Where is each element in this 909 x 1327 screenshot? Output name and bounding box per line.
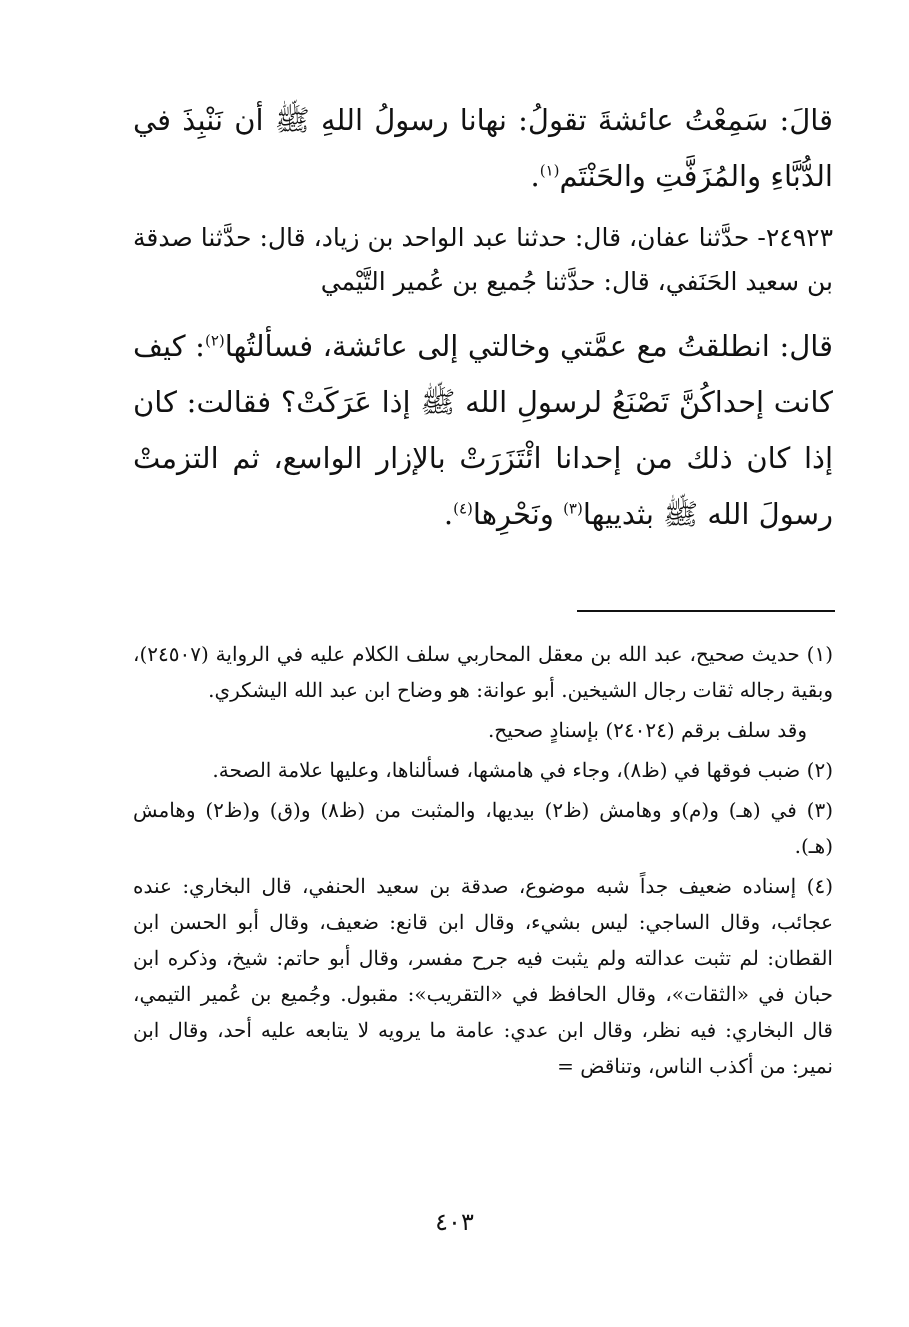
paragraph-3-part-a: قال: انطلقتُ مع عمَّتي وخالتي إلى عائشة، فسألتُها	[224, 329, 833, 363]
footnote-ref-1: (١)	[539, 161, 560, 180]
footnote-4: (٤) إسناده ضعيف جداً شبه موضوع، صدقة بن سعيد الحنفي، قال البخاري: عنده عجائب، وقال الساجي: ليس بشيء، وقال ابن قانع: ضعيف، وقال أبو الحسن ابن القطان: لم تثبت عدالته ولم يثبت فيه جرح مفسر، وقال أبو حاتم: شيخ، وذكره ابن حبان في «الثقات»، وقال الحافظ في «التقريب»: مقبول. وجُميع بن عُمير التيمي، قال البخاري: فيه نظر، وقال ابن عدي: عامة ما يرويه لا يتابعه عليه أحد، وقال ابن نمير: من أكذب الناس، وتناقض =	[133, 874, 833, 1078]
footnotes	[133, 636, 833, 1088]
footnote-1: (١) حديث صحيح، عبد الله بن معقل المحاربي سلف الكلام عليه في الرواية (٢٤٥٠٧)، وبقية رجاله ثقات رجال الشيخين. أبو عوانة: هو وضاح ابن عبد الله اليشكري.	[133, 642, 833, 702]
footnote-divider	[577, 610, 835, 612]
hadith-isnad: ٢٤٩٢٣- حدَّثنا عفان، قال: حدثنا عبد الواحد بن زياد، قال: حدَّثنا صدقة بن سعيد الحَنَفي، قال: حدَّثنا جُميع بن عُمير التَّيْمي	[133, 223, 833, 296]
footnote-ref-2: (٢)	[204, 331, 225, 350]
footnote-2: (٢) ضبب فوقها في (ظ٨)، وجاء في هامشها، فسألناها، وعليها علامة الصحة.	[212, 758, 833, 782]
footnote-ref-3: (٣)	[563, 499, 583, 518]
paragraph-1-text: قالَ: سَمِعْتُ عائشةَ تقولُ: نهانا رسولُ اللهِ ﷺ أن نَنْبِذَ في الدُّبَّاءِ والمُزَفَّتِ والحَنْتَم	[133, 103, 833, 193]
footnote-3: (٣) في (هـ) و(م)و وهامش (ظ٢) بيديها، والمثبت من (ظ٨) و(ق) و(ظ٢) وهامش (هـ).	[133, 798, 833, 858]
paragraph-1	[133, 92, 833, 204]
main-text	[133, 92, 833, 554]
footnote-ref-4: (٤)	[453, 499, 473, 518]
page-number: ٤٠٣	[435, 1208, 474, 1236]
paragraph-1-end: .	[530, 159, 540, 193]
paragraph-3-end: .	[443, 497, 454, 531]
footnote-1-continuation: وقد سلف برقم (٢٤٠٢٤) بإسنادٍ صحيح.	[487, 718, 807, 742]
paragraph-3	[133, 318, 833, 542]
paragraph-3-part-b: : كيف كانت إحداكُنَّ تَصْنَعُ لرسولِ الله ﷺ إذا عَرَكَتْ؟ فقالت: كان إذا كان ذلك من إحدانا ائْتَزَرَتْ بالإزار الواسع، ثم التزمتْ رسولَ الله ﷺ بثدييها	[133, 329, 833, 531]
paragraph-3-part-c: ونَحْرِها	[472, 497, 564, 531]
